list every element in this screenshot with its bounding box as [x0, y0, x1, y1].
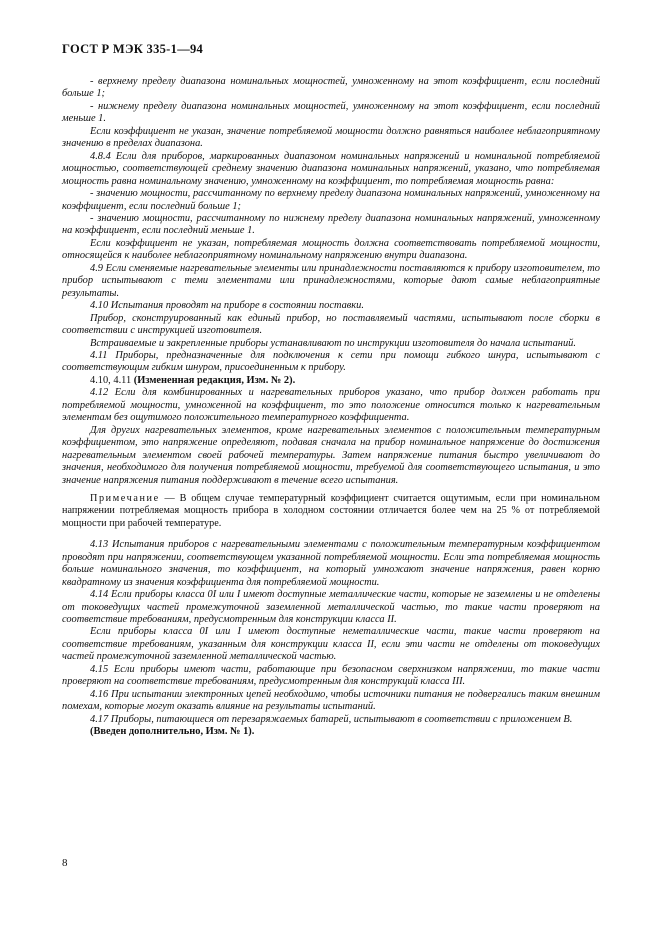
amendment-prefix: 4.10, 4.11 [90, 374, 134, 386]
paragraph: Если коэффициент не указан, значение потребляемой мощности должно равняться наиболее неблагоприятному значению в пределах диапазона. [62, 125, 600, 150]
clause-4-8-4: 4.8.4 Если для приборов, маркированных диапазоном номинальных напряжений и номинальной потребляемой мощностью, соответствующей среднему значению диапазона номинальных напряжений, указано, что потребляемая мощность равна номинальному значению, умноженному на коэффициент, то потребляемая мощность равна: [62, 150, 600, 187]
paragraph: - значению мощности, рассчитанному по верхнему пределу диапазона номинальных напряжений, умноженному на коэффициент, если последний больше 1; [62, 188, 600, 212]
clause-4-14: 4.14 Если приборы класса 0I или I имеют доступные металлические части, которые не заземлены и не отделены от токоведущих частей промежуточной заземленной металлической частью, то такие части проверяют на соответствие требованиям, предусмотренным для конструкции класса II. [62, 589, 600, 626]
clause-4-11: 4.11 Приборы, предназначенные для подключения к сети при помощи гибкого шнура, испытывают с соответствующим гибким шнуром, присоединенным к прибору. [62, 349, 600, 374]
page-number: 8 [62, 857, 68, 869]
clause-4-10: 4.10 Испытания проводят на приборе в состоянии поставки. [90, 300, 364, 312]
clause-4-9: 4.9 Если сменяемые нагревательные элементы или принадлежности поставляются к прибору изготовителем, то прибор испытывают с теми элементами или принадлежностями, которые дают самые неблагоприятные результаты. [62, 262, 600, 299]
paragraph: - нижнему пределу диапазона номинальных мощностей, умноженному на этот коэффициент, если последний меньше 1. [62, 100, 600, 125]
clause-4-12: 4.12 Если для комбинированных и нагревательных приборов указано, что прибор должен работать при потребляемой мощности, умноженной на коэффициент, то это положение относится только к нагревательным элементам без ощутимого положительного температурного коэффициента. [62, 387, 600, 424]
paragraph: Для других нагревательных элементов, кроме нагревательных элементов с положительным температурным коэффициентом, это напряжение определяют, подавая сначала на прибор номинальное напряжение до достижения нагревательным элементом своей рабочей температуры. Затем напряжение питания быстро увеличивают до значения, необходимого для получения потребляемой мощности, требуемой для соответствующего испытания, и это значение напряжения питания поддерживают в течение всего испытания. [62, 424, 600, 486]
note-label: Примечание [90, 492, 160, 504]
amendment-text: (Измененная редакция, Изм. № 2). [133, 374, 296, 386]
clause-4-13: 4.13 Испытания приборов с нагревательными элементами с положительным температурным коэффициентом проводят при напряжении, соответствующем указанной потребляемой мощности. Если эта потребляемая мощность больше номинального значения, то коэффициент, на который умножают значение напряжения, равен корню квадратному из значения коэффициента для потребляемой мощности. [62, 539, 600, 588]
paragraph: Прибор, сконструированный как единый прибор, но поставляемый частями, испытывают после сборки в соответствии с инструкцией изготовителя. [62, 312, 600, 337]
clause-4-15: 4.15 Если приборы имеют части, работающие при безопасном сверхнизком напряжении, то такие части проверяют на соответствие требованиям, предусмотренным для конструкций класса III. [62, 663, 600, 688]
document-body [62, 76, 600, 739]
paragraph: - значению мощности, рассчитанному по нижнему пределу диапазона номинальных напряжений, умноженному на коэффициент, если последний меньше 1. [62, 212, 600, 237]
document-header: ГОСТ Р МЭК 335-1—94 [62, 42, 204, 56]
amendment-note-2 [62, 375, 600, 387]
clause-4-17: 4.17 Приборы, питающиеся от перезаряжаемых батарей, испытывают в соответствии с приложением В. [90, 713, 573, 725]
paragraph: Если коэффициент не указан, потребляемая мощность должна соответствовать потребляемой мощности, относящейся к наиболее неблагоприятному номинальному напряжению внутри диапазона. [62, 237, 600, 262]
clause-4-16: 4.16 При испытании электронных цепей необходимо, чтобы источники питания не подвергались таким внешним помехам, которые могут оказать влияние на результаты испытаний. [62, 688, 600, 713]
note [62, 493, 600, 530]
amendment-note-1: (Введен дополнительно, Изм. № 1). [90, 726, 255, 738]
note-text: — В общем случае температурный коэффициент считается ощутимым, если при номинальном напряжении потребляемая мощность прибора в холодном состоянии отличается более чем на 25 % от потребляемой мощности при рабочей температуре. [62, 492, 600, 529]
paragraph: Если приборы класса 0I или I имеют доступные неметаллические части, такие части проверяют на соответствие требованиям, указанным для конструкции класса II, если эти части не отделены от токоведущих частей промежуточной заземленной металлической частью. [62, 626, 600, 663]
paragraph: Встраиваемые и закрепленные приборы устанавливают по инструкции изготовителя до начала испытаний. [90, 337, 576, 349]
paragraph: - верхнему пределу диапазона номинальных мощностей, умноженному на этот коэффициент, если последний больше 1; [62, 76, 600, 100]
